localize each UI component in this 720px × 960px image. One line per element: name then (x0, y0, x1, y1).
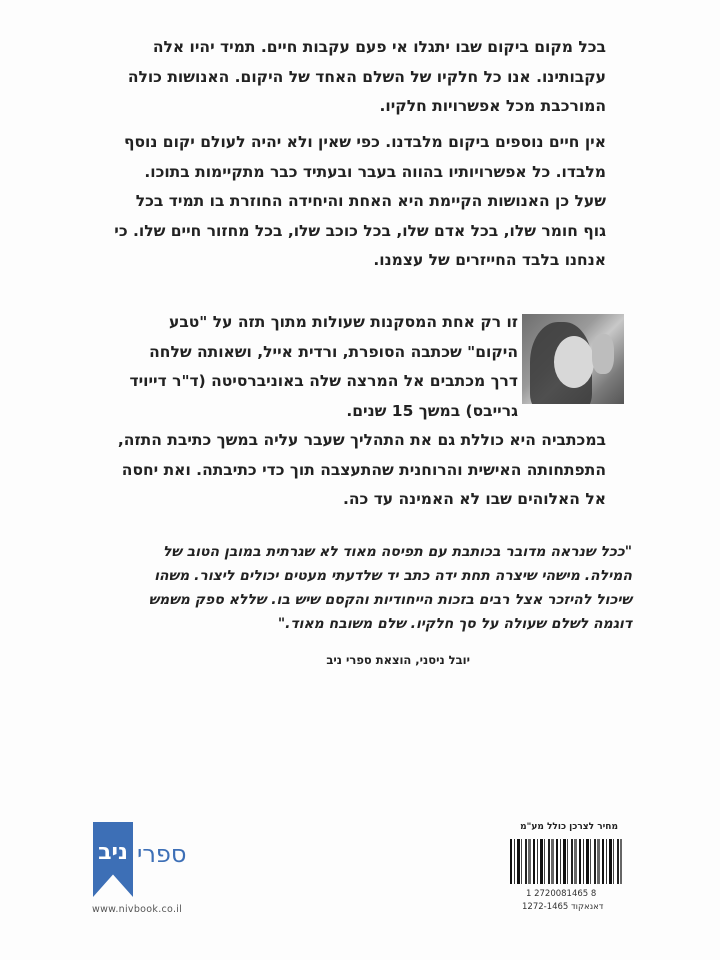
publisher-url: www.nivbook.co.il (92, 904, 183, 915)
quote-credit: יובל ניסני, הוצאת ספרי ניב (326, 653, 470, 667)
intro-paragraph-2 (114, 128, 606, 276)
logo-ribbon-text: ניב (98, 840, 128, 865)
text-line: "ככל שנראה מדובר בכותבת עם תפיסה מאוד לא שגרתית במובן הטוב של (162, 544, 632, 560)
catalog-number: דאנאקוד 1272-1465 (522, 902, 604, 912)
barcode-number: 1 2720081465 8 (526, 889, 597, 899)
text-line: גרייבס) במשך 15 שנים. (346, 401, 518, 420)
text-line: בכל מקום ביקום שבו יתגלו אי פעם עקבות חיים. תמיד יהיו אלה (152, 38, 606, 56)
text-line: שעל כן האנושות הקיימת היא האחת והיחידה החוזרת בו תמיד בכל (135, 192, 606, 210)
publisher-logo (90, 822, 230, 922)
text-line: התפתחותה האישית והרוחנית שהתעצבה תוך כדי כתיבתה. ואת יחסה (121, 460, 606, 479)
text-line: המילה. מישהי שיצרה תחת ידה כתב יד שלדעתי מעטים יכולים ליצור. משהו (154, 568, 632, 584)
text-line: זו רק אחת המסקנות שעולות מתוך תזה על "טבע (169, 313, 518, 331)
text-line: עקבותינו. אנו כל חלקיו של השלם האחד של היקום. האנושות כולה (127, 67, 606, 86)
text-line: דרך מכתבים אל המרצה שלה באוניברסיטה (ד"ר דייויד (129, 372, 518, 390)
text-line: מלבדו. כל אפשרויותיו בהווה בעבר ובעתיד כבר מתקיימות בתוכו. (144, 162, 606, 181)
author-photo (522, 314, 624, 404)
text-line: אל האלוהים שבו לא האמינה עד כה. (342, 490, 606, 508)
text-line: שיכול להיזכר אצל רבים בזכות הייחודיות והקסם שיש בו. שללא ספק משמש (148, 592, 632, 608)
intro-paragraph-1 (127, 33, 606, 122)
barcode-bars-icon (510, 839, 622, 884)
bio-continued-paragraph (117, 426, 606, 515)
photo-hand (592, 334, 614, 374)
text-line: גוף חומר שלו, בכל אדם שלו, בכל כוכב שלו, בכל מחזור חיים שלו. כי (114, 221, 606, 240)
text-line: אנחנו בלבד החייזרים של עצמנו. (373, 251, 606, 269)
price-label: מחיר לצרכן כולל מע"מ (520, 822, 618, 832)
text-line: במכתביה היא כוללת גם את התהליך שעבר עליה במשך כתיבת התזה, (117, 431, 606, 449)
logo-name: ספרי (137, 840, 187, 868)
text-line: היקום" שכתבה הסופרת, ורדית אייל, ושאותה שלחה (149, 342, 518, 361)
blurb-quote (72, 540, 632, 636)
photo-face (554, 336, 594, 388)
text-line: המורכבת מכל אפשרויות חלקיו. (379, 97, 606, 115)
text-line: אין חיים נוספים ביקום מלבדנו. כפי שאין ולא יהיה לעולם יקום נוסף (124, 133, 606, 151)
isbn-barcode (506, 822, 624, 918)
text-line: דוגמה לשלם שעולה על סך חלקיו. שלם משובח מאוד." (277, 616, 632, 632)
author-bio (129, 308, 518, 426)
